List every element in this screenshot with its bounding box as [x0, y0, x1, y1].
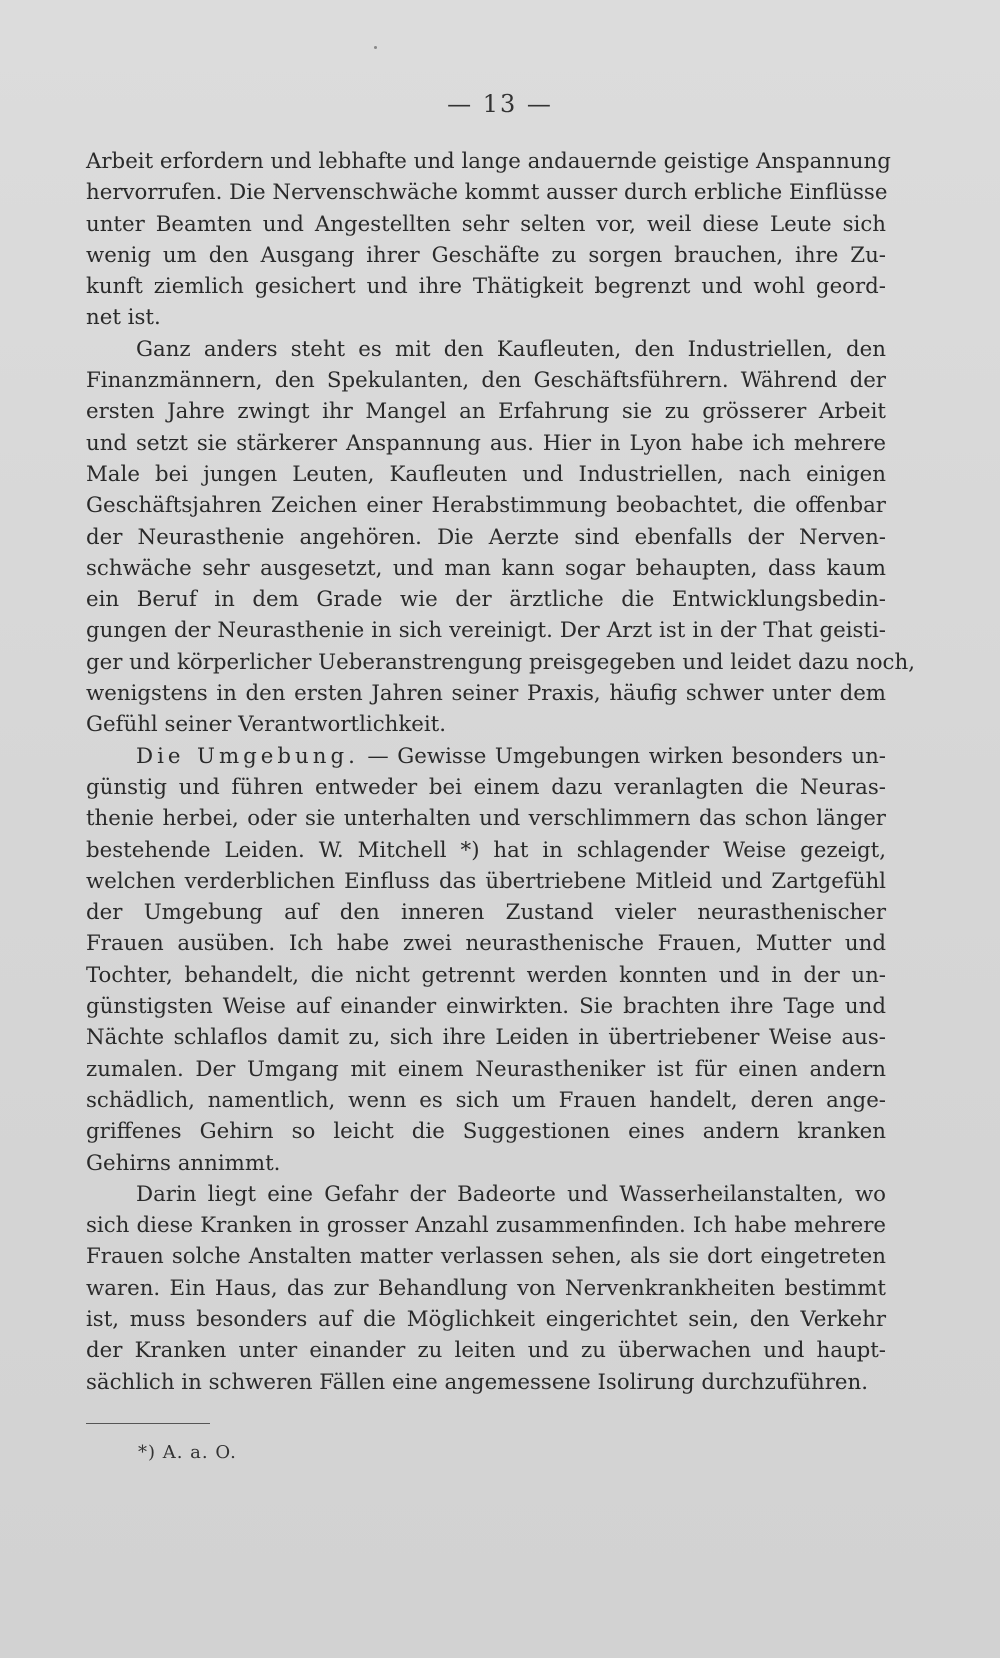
- paragraph: [86, 146, 891, 334]
- text-line: Finanzmännern, den Spekulanten, den Geschäftsführern. Während der: [86, 368, 886, 394]
- text-line: Darin liegt eine Gefahr der Badeorte und Wasserheilanstalten, wo: [136, 1181, 886, 1207]
- text-line: Arbeit erfordern und lebhafte und lange andauernde geistige Anspannung: [86, 149, 891, 174]
- text-line: der Neurasthenie angehören. Die Aerzte sind ebenfalls der Nerven-: [86, 524, 886, 550]
- text-line: gungen der Neurasthenie in sich vereinigt. Der Arzt ist in der That geisti-: [86, 618, 886, 644]
- section-heading: Die Umgebung.: [136, 743, 359, 769]
- text-line: schädlich, namentlich, wenn es sich um Frauen handelt, deren ange-: [86, 1087, 886, 1113]
- text-line: hervorrufen. Die Nervenschwäche kommt ausser durch erbliche Einflüsse: [86, 180, 888, 206]
- text-line: net ist.: [86, 305, 161, 331]
- text-line: schwäche sehr ausgesetzt, und man kann sogar behaupten, dass kaum: [86, 555, 886, 581]
- text-line: welchen verderblichen Einfluss das übertriebene Mitleid und Zartgefühl: [86, 868, 886, 894]
- text-line: Nächte schlaflos damit zu, sich ihre Leiden in übertriebener Weise aus-: [86, 1025, 886, 1051]
- text-line: ein Beruf in dem Grade wie der ärztliche die Entwicklungsbedin-: [86, 587, 886, 613]
- text-line: ersten Jahre zwingt ihr Mangel an Erfahrung sie zu grösserer Arbeit: [86, 399, 886, 425]
- text-line: sächlich in schweren Fällen eine angemessene Isolirung durchzuführen.: [86, 1369, 869, 1395]
- text-line: Tochter, behandelt, die nicht getrennt werden konnten und in der un-: [86, 962, 886, 988]
- page-number: — 13 —: [447, 90, 553, 118]
- text-line: bestehende Leiden. W. Mitchell *) hat in schlagender Weise gezeigt,: [86, 837, 886, 863]
- footnote: *) A. a. O.: [138, 1442, 237, 1463]
- text-line: thenie herbei, oder sie unterhalten und verschlimmern das schon länger: [86, 806, 886, 832]
- body-text: [86, 146, 915, 1398]
- text-line: Frauen ausüben. Ich habe zwei neurasthenische Frauen, Mutter und: [86, 931, 886, 957]
- text-line: wenigstens in den ersten Jahren seiner Praxis, häufig schwer unter dem: [86, 681, 886, 707]
- text-line: Geschäftsjahren Zeichen einer Herabstimmung beobachtet, die offenbar: [86, 493, 886, 519]
- text-line: sich diese Kranken in grosser Anzahl zusammenfinden. Ich habe mehrere: [86, 1213, 886, 1239]
- text-line: Gefühl seiner Verantwortlichkeit.: [86, 712, 447, 738]
- paper-speck: [374, 46, 377, 49]
- paragraph: [86, 334, 915, 741]
- text-line: griffenes Gehirn so leicht die Suggestionen eines andern kranken: [86, 1119, 886, 1145]
- text-line: günstig und führen entweder bei einem dazu veranlagten die Neuras-: [86, 774, 886, 800]
- text-line-content: — Gewisse Umgebungen wirken besonders un-: [367, 743, 886, 769]
- text-line: waren. Ein Haus, das zur Behandlung von Nervenkrankheiten bestimmt: [86, 1275, 886, 1301]
- text-line: ist, muss besonders auf die Möglichkeit eingerichtet sein, den Verkehr: [86, 1306, 886, 1332]
- text-line: kunft ziemlich gesichert und ihre Thätigkeit begrenzt und wohl geord-: [86, 274, 886, 300]
- text-line: Gehirns annimmt.: [86, 1150, 281, 1176]
- text-line: der Kranken unter einander zu leiten und zu überwachen und haupt-: [86, 1338, 886, 1364]
- text-line: Ganz anders steht es mit den Kaufleuten, den Industriellen, den: [136, 336, 886, 362]
- text-line: zumalen. Der Umgang mit einem Neurastheniker ist für einen andern: [86, 1056, 886, 1082]
- text-line: unter Beamten und Angestellten sehr selten vor, weil diese Leute sich: [86, 211, 886, 237]
- paragraph: [86, 1179, 886, 1398]
- text-line: Male bei jungen Leuten, Kaufleuten und Industriellen, nach einigen: [86, 461, 886, 487]
- text-line: und setzt sie stärkerer Anspannung aus. Hier in Lyon habe ich mehrere: [86, 430, 886, 456]
- text-line: Frauen solche Anstalten matter verlassen sehen, als sie dort eingetreten: [86, 1244, 886, 1270]
- text-line: günstigsten Weise auf einander einwirkten. Sie brachten ihre Tage und: [86, 994, 886, 1020]
- text-line: wenig um den Ausgang ihrer Geschäfte zu sorgen brauchen, ihre Zu-: [86, 242, 886, 268]
- text-line: ger und körperlicher Ueberanstrengung preisgegeben und leidet dazu noch,: [86, 649, 915, 675]
- text-line: [86, 741, 886, 772]
- text-line: der Umgebung auf den inneren Zustand vieler neurasthenischer: [86, 900, 886, 926]
- paragraph: [86, 741, 886, 1179]
- footnote-divider: [86, 1423, 210, 1424]
